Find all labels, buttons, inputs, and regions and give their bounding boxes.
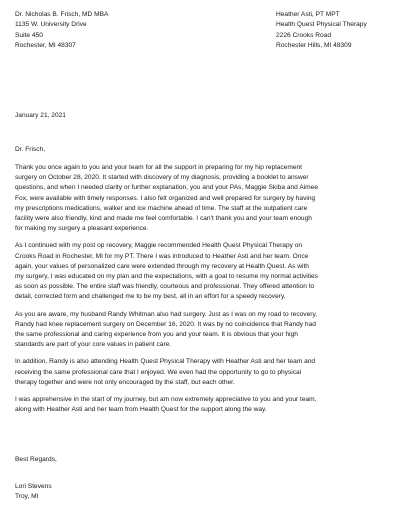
paragraph-line: In addition, Randy is also attending Health Quest Physical Therapy with Heather Asti and her team and [15,358,316,366]
letter-body [15,163,399,422]
paragraph-line: As you are aware, my husband Randy Whitman also had surgery. Just as I was on my road to recovery, [15,310,318,318]
sender-left-name: Dr. Nicholas B. Frisch, MD MBA [15,11,109,18]
paragraph-line: detail, corrected form and challenged me to be my best, all in an effort for a speedy recovery. [15,293,286,301]
paragraph-line: Fox, were available with timely responses. I also felt organized and well prepared for surgery by having [15,194,316,202]
body-paragraph [15,395,399,415]
sender-left-address [15,10,108,52]
paragraph-line: surgery on October 28, 2020. It started with discovery of my diagnosis, providing a booklet to answer [15,174,309,182]
paragraph-line: facility were also friendly, kind and made me feel comfortable. I can't thank you and your team enough [15,215,312,223]
salutation: Dr. Frisch, [15,146,46,153]
sender-left-street: 1135 W. University Drive [15,21,87,29]
sender-left-suite: Suite 450 [15,31,43,39]
paragraph-line: questions, and when I needed clarity or further explanation, you and your PAs, Maggie Skiba and Aimee [15,184,319,192]
sender-right-city: Rochester Hills, MI 48309 [276,42,352,50]
paragraph-line: therapy together and were not only encouraged by the staff, but each other. [15,378,235,386]
sender-right-address [276,10,367,52]
paragraph-line: my surgery, I was educated on my plan and the expectations, with a goal to resume my normal activities [15,273,318,281]
paragraph-line: As I continued with my post op recovery, Maggie recommended Health Quest Physical Therapy on [15,242,303,250]
paragraph-line: Crooks Road in Rochester, MI for my PT. There I was introduced to Heather Asti and her team. Once [15,252,309,260]
paragraph-line: Thank you once again to you and your team for all the support in preparing for my hip replacement [15,164,302,171]
paragraph-line: along with Heather Asti and her team from Health Quest for the support along the way. [15,406,267,414]
paragraph-line: Randy had knee replacement surgery on December 16, 2020. It was by no coincidence that Randy had [15,320,316,328]
paragraph-line: as soon as possible. The entire staff was friendly, courteous and professional. They offered attention to [15,283,315,291]
body-paragraph [15,241,399,302]
body-paragraph [15,357,399,388]
sender-right-street: 2226 Crooks Road [276,31,331,39]
paragraph-line: the same professional and caring experience from you and your team. It is obvious that your high [15,331,298,339]
paragraph-line: receiving the same professional care that I enjoyed. We even had the opportunity to go to physical [15,368,302,376]
closing: Best Regards, [15,456,57,463]
paragraph-line: I was apprehensive in the start of my journey, but am now extremely appreciative to you and your team, [15,396,317,404]
paragraph-line: standards are part of your core values in patient care. [15,341,172,349]
signature-block [15,482,52,502]
signature-name: Lori Stevens [15,483,52,490]
body-paragraph [15,310,399,351]
paragraph-line: for making my surgery a pleasant experience. [15,225,149,233]
letter-date: January 21, 2021 [15,112,66,119]
sender-right-company: Health Quest Physical Therapy [276,21,367,29]
sender-right-name: Heather Asti, PT MPT [276,11,340,18]
paragraph-line: again, your values of personalized care were extended through my recovery at Health Quest. As with [15,262,309,270]
signature-location: Troy, MI [15,493,39,501]
body-paragraph [15,163,399,234]
sender-left-city: Rochester, MI 48307 [15,42,76,50]
paragraph-line: my prescriptions medications, walker and ice machine ahead of time. The staff at the outpatient care [15,204,308,212]
